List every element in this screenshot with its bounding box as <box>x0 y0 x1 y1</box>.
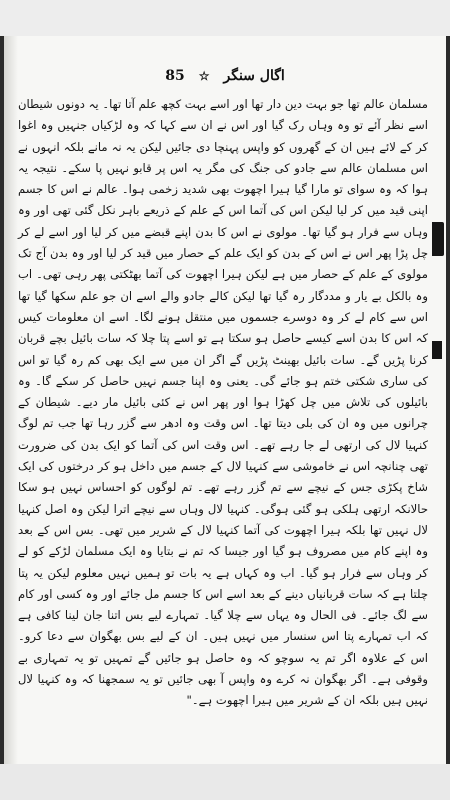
page-clip-mark <box>432 341 442 359</box>
bottom-bar <box>0 764 450 800</box>
top-bar <box>0 0 450 36</box>
star-icon: ☆ <box>198 69 210 83</box>
scanned-page <box>4 36 446 764</box>
page-header <box>4 66 446 86</box>
body-text <box>18 94 428 712</box>
page-clip-mark <box>432 222 444 256</box>
book-title: اگال سنگر <box>223 68 285 84</box>
page-number: 85 <box>165 68 185 84</box>
paragraph: مسلمان عالم تھا جو بہت دین دار تھا اور اسے بہت کچھ علم آتا تھا۔ یہ دونوں شیطان اسے نظر آئے تو وہ وہاں رک گیا اور اس نے ان سے کہا کہ وہ لڑکیاں جنہیں وہ اغوا کر کے لائے ہیں ان کے گھروں کو واپس پہنچا دی جائیں لیکن یہ نہ مانے بلکہ انہوں نے اس مسلمان عالم سے جادو کی جنگ کی مگر یہ اس پر قابو نہیں پا سکے۔ نتیجہ یہ ہوا کہ وہ سوای تو مارا گیا ہیرا اچھوت بھی شدید زخمی ہوا۔ عالم نے اس کا جسم اپنی قید میں کر لیا لیکن اس کی آتما اس کے علم کے ذریعے باہر نکل گئی تھی اور وہ وہاں سے فرار ہو گیا تھا۔ مولوی نے اس کا بدن اپنے قبضے میں کر لیا اور اسے لے کر چل پڑا پھر اس نے اس کے بدن کو ایک علم کے حصار میں قید کر لیا اور وہ بدن آج تک مولوی کے علم کے حصار میں ہے لیکن ہیرا اچھوت کی آتما بھٹکتی پھر رہی تھی۔ اب وہ بالکل بے یار و مددگار رہ گیا تھا لیکن کالے جادو والے اسے ان جو علم سکھا گیا تھا اس سے کام لے کر وہ دوسرے جسموں میں منتقل ہونے لگا۔ اسے ان معلومات کیس کہ اس کا بدن اسے کیسے حاصل ہو سکتا ہے تو اسے پتا چلا کہ سات بائیل بچے قربان کرنا پڑیں گے۔ سات بائیل بھینٹ پڑیں گے اگر ان میں سے ایک بھی کم رہ گیا تو اس کی ساری شکتی ختم ہو جائے گی۔ یعنی وہ اپنا جسم نہیں حاصل کر سکے گا۔ وہ بائیلوں کی تلاش میں چل کھڑا ہوا اور پھر اس نے کئی بائیل مار دیے۔ شیطان کے چرانوں میں وہ ان کی بلی دیتا تھا۔ اس وقت وہ ادھر سے گزر رہا تھا جب تم لوگ کنہیا لال کی ارتھی لے جا رہے تھے۔ اس وقت اس کی آتما کو ایک بدن کی ضرورت تھی چنانچہ اس نے خاموشی سے کنہیا لال کے جسم میں داخل ہو کر درختوں کی ایک شاخ پکڑی جس کے نیچے سے تم گزر رہے تھے۔ تم لوگوں کو احساس نہیں ہو سکا حالانکہ ارتھی ہلکی ہو گئی ہوگی۔ کنہیا لال وہاں سے نیچے اترا لیکن وہ اصل کنہیا لال نہیں تھا بلکہ ہیرا اچھوت کی آتما کنہیا لال کے شریر میں تھی۔ بس اس کے بعد وہ اپنے کام میں مصروف ہو گیا اور جیسا کہ تم نے بتایا وہ ایک مسلمان لڑکے کو لے کر وہاں سے فرار ہو گیا۔ اب وہ کہاں ہے یہ بات تو ہمیں نہیں معلوم لیکن یہ پتا چلتا ہے کہ سات قربانیاں دینے کے بعد اسے اس کا جسم مل جائے اور وہ کسی اور کام سے لگ جائے۔ فی الحال وہ یہاں سے چلا گیا۔ تمہارے لیے بس اتنا جان لینا کافی ہے کہ اب تمہارے پتا اس سنسار میں نہیں ہیں۔ ان کے لیے بس بھگوان سے دعا کرو۔ اس کے علاوہ اگر تم یہ سوچو کہ وہ حاصل ہو جائیں گے تمہیں تو یہ تمہاری بے وقوفی ہے۔ اگر بھگوان نہ کرے وہ واپس آ بھی جائیں تو یہ سمجھنا کہ وہ کنہیا لال نہیں ہیں بلکہ ان کے شریر میں ہیرا اچھوت ہے۔" <box>18 97 428 708</box>
